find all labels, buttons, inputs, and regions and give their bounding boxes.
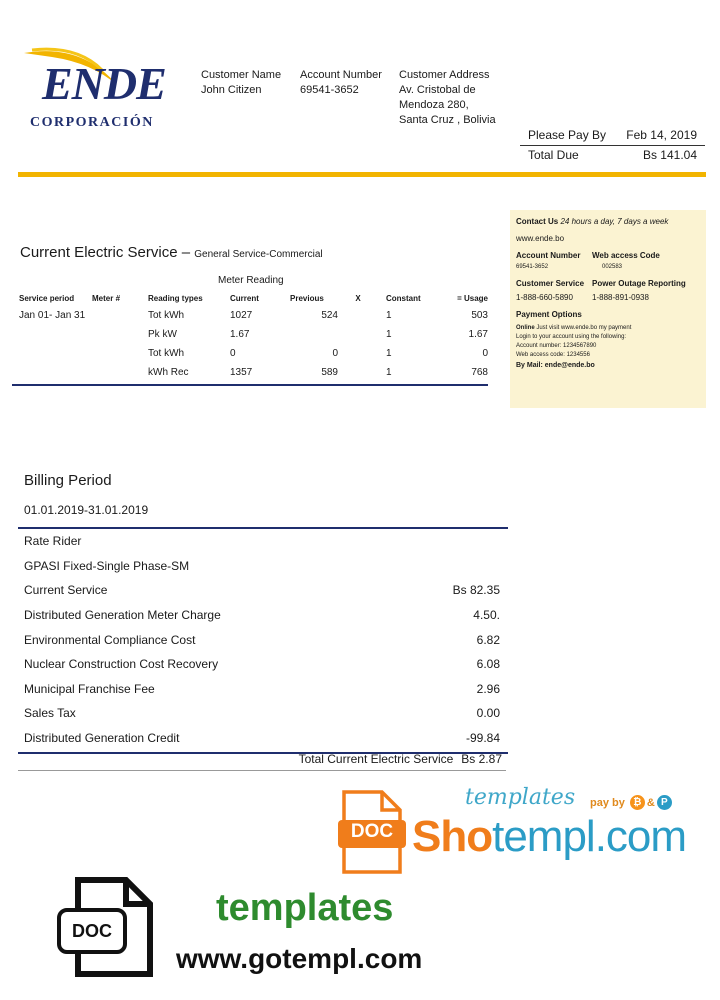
list-item bbox=[18, 627, 508, 652]
meter-table bbox=[12, 290, 488, 386]
billing-period-dates: 01.01.2019-31.01.2019 bbox=[24, 503, 149, 517]
cell-usage: 768 bbox=[471, 367, 488, 378]
item-label: Current Service bbox=[24, 583, 108, 598]
by-mail: By Mail: ende@ende.bo bbox=[516, 362, 595, 369]
meter-table-rule bbox=[12, 384, 488, 386]
paypal-icon: P bbox=[657, 795, 672, 810]
item-value: 4.50. bbox=[473, 608, 500, 623]
cell-type: Tot kWh bbox=[148, 310, 185, 321]
customer-service-label: Customer Service bbox=[516, 279, 585, 288]
logo-wordmark: ENDE bbox=[42, 58, 166, 109]
cell-constant: 1 bbox=[386, 367, 392, 378]
service-title-text: Current Electric Service bbox=[20, 244, 178, 261]
pay-by-label: Please Pay By bbox=[528, 128, 607, 142]
online-line: Web access code: 1234556 bbox=[516, 352, 590, 358]
col-service-period: Service period bbox=[19, 293, 75, 303]
item-label: Distributed Generation Meter Charge bbox=[24, 608, 221, 623]
table-row bbox=[12, 344, 488, 363]
brand-part-a: Sho bbox=[412, 812, 493, 861]
list-item bbox=[18, 677, 508, 702]
item-label: Nuclear Construction Cost Recovery bbox=[24, 657, 219, 672]
service-title: Current Electric Service – General Service-Commercial bbox=[20, 244, 323, 261]
cell-previous: 524 bbox=[321, 310, 338, 321]
table-row bbox=[12, 363, 488, 382]
meter-reading-label: Meter Reading bbox=[218, 275, 284, 286]
col-usage: = Usage bbox=[457, 293, 488, 303]
pay-by-row bbox=[520, 126, 705, 146]
contact-web-access-label: Web access Code bbox=[592, 251, 660, 260]
meter-table-header bbox=[12, 290, 488, 306]
customer-service-phone: 1-888-660-5890 bbox=[516, 293, 573, 302]
contact-hours: 24 hours a day, 7 days a week bbox=[560, 217, 669, 226]
table-row bbox=[12, 306, 488, 325]
item-label: Municipal Franchise Fee bbox=[24, 681, 155, 696]
address-line: Santa Cruz , Bolivia bbox=[399, 114, 496, 126]
cell-constant: 1 bbox=[386, 329, 392, 340]
power-outage-label: Power Outage Reporting bbox=[592, 279, 686, 288]
cell-previous: 589 bbox=[321, 367, 338, 378]
customer-address-label: Customer Address bbox=[399, 69, 490, 81]
cell-current: 1357 bbox=[230, 367, 253, 378]
customer-address-block bbox=[399, 68, 496, 128]
col-meter: Meter # bbox=[92, 293, 121, 303]
power-outage-phone: 1-888-891-0938 bbox=[592, 293, 649, 302]
item-value: 0.00 bbox=[476, 706, 500, 721]
billing-total-label: Total Current Electric Service bbox=[298, 752, 454, 766]
item-label: Distributed Generation Credit bbox=[24, 731, 180, 746]
item-label: Environmental Compliance Cost bbox=[24, 632, 196, 647]
customer-name-label: Customer Name bbox=[201, 69, 282, 81]
item-value: 6.82 bbox=[476, 632, 500, 647]
col-constant: Constant bbox=[386, 293, 421, 303]
payment-options-label: Payment Options bbox=[516, 310, 582, 319]
doc-label: DOC bbox=[72, 921, 112, 941]
item-value: 2.96 bbox=[476, 681, 500, 696]
doc-label: DOC bbox=[350, 821, 394, 842]
contact-account-number: 69541-3652 bbox=[516, 264, 549, 270]
doc-file-black-icon bbox=[56, 876, 154, 983]
payment-summary bbox=[520, 126, 705, 166]
total-due-label: Total Due bbox=[528, 148, 579, 162]
ende-logo bbox=[22, 45, 182, 145]
billing-base-rule bbox=[18, 770, 506, 771]
item-value: -99.84 bbox=[465, 731, 500, 746]
address-line: Av. Cristobal de bbox=[399, 84, 476, 96]
cell-type: Pk kW bbox=[148, 329, 177, 340]
header-divider bbox=[18, 172, 706, 177]
amp-text: & bbox=[646, 796, 655, 809]
item-value: 6.08 bbox=[476, 657, 500, 672]
list-item bbox=[18, 701, 508, 726]
customer-name: John Citizen bbox=[201, 84, 262, 96]
col-current: Current bbox=[230, 293, 259, 303]
bitcoin-icon: ₿ bbox=[630, 795, 645, 810]
total-due-row bbox=[520, 146, 705, 166]
doc-file-orange-icon bbox=[338, 790, 406, 881]
col-x: X bbox=[355, 293, 361, 303]
cell-constant: 1 bbox=[386, 348, 392, 359]
pay-by-badge bbox=[590, 795, 674, 810]
billing-total bbox=[18, 752, 508, 766]
table-row bbox=[12, 325, 488, 344]
list-item bbox=[18, 726, 508, 751]
account-number-block bbox=[300, 68, 382, 98]
logo-subtitle: CORPORACIÓN bbox=[30, 115, 154, 130]
item-value: Bs 82.35 bbox=[452, 583, 500, 598]
brand-part-b: templ.com bbox=[492, 812, 687, 861]
billing-table bbox=[18, 527, 508, 754]
item-label: GPASI Fixed-Single Phase-SM bbox=[24, 558, 190, 573]
account-number: 69541-3652 bbox=[300, 84, 359, 96]
templates-script-text: templates bbox=[465, 785, 576, 810]
online-line: Account number: 1234567890 bbox=[516, 343, 597, 349]
gotempl-url: www.gotempl.com bbox=[176, 943, 423, 974]
cell-type: Tot kWh bbox=[148, 348, 185, 359]
item-label: Sales Tax bbox=[24, 706, 76, 721]
cell-current: 1027 bbox=[230, 310, 253, 321]
list-item bbox=[18, 652, 508, 677]
contact-account-label: Account Number bbox=[516, 251, 581, 260]
cell-type: kWh Rec bbox=[148, 367, 189, 378]
list-item bbox=[18, 529, 508, 554]
online-label: Online bbox=[516, 325, 535, 331]
total-due-value: Bs 141.04 bbox=[642, 148, 697, 162]
cell-usage: 503 bbox=[471, 310, 488, 321]
billing-total-value: Bs 2.87 bbox=[461, 752, 502, 766]
customer-name-block bbox=[201, 68, 281, 98]
service-subtitle: General Service-Commercial bbox=[194, 249, 323, 260]
cell-current: 1.67 bbox=[230, 329, 250, 340]
templates-text: templates bbox=[216, 887, 394, 929]
cell-previous: 0 bbox=[332, 348, 338, 359]
col-previous: Previous bbox=[290, 293, 324, 303]
cell-current: 0 bbox=[230, 348, 236, 359]
online-line: Login to your account using the following: bbox=[516, 334, 627, 340]
cell-usage: 1.67 bbox=[468, 329, 488, 340]
list-item bbox=[18, 603, 508, 628]
cell-constant: 1 bbox=[386, 310, 392, 321]
billing-period-title: Billing Period bbox=[24, 472, 112, 489]
item-label: Rate Rider bbox=[24, 534, 82, 549]
pay-by-date: Feb 14, 2019 bbox=[626, 128, 697, 142]
col-reading-types: Reading types bbox=[148, 293, 203, 303]
contact-website: www.ende.bo bbox=[516, 234, 565, 243]
contact-box bbox=[510, 210, 706, 408]
contact-us-label: Contact Us bbox=[516, 217, 559, 226]
shotempl-brand bbox=[412, 812, 686, 862]
online-line: Just visit www.ende.bo my payment bbox=[536, 325, 632, 331]
list-item bbox=[18, 578, 508, 603]
pay-by-text: pay by bbox=[590, 796, 625, 809]
list-item bbox=[18, 554, 508, 579]
cell-period: Jan 01- Jan 31 bbox=[19, 310, 86, 321]
cell-usage: 0 bbox=[482, 348, 488, 359]
account-number-label: Account Number bbox=[300, 69, 382, 81]
address-line: Mendoza 280, bbox=[399, 99, 469, 111]
contact-web-access-code: 002583 bbox=[602, 264, 623, 270]
